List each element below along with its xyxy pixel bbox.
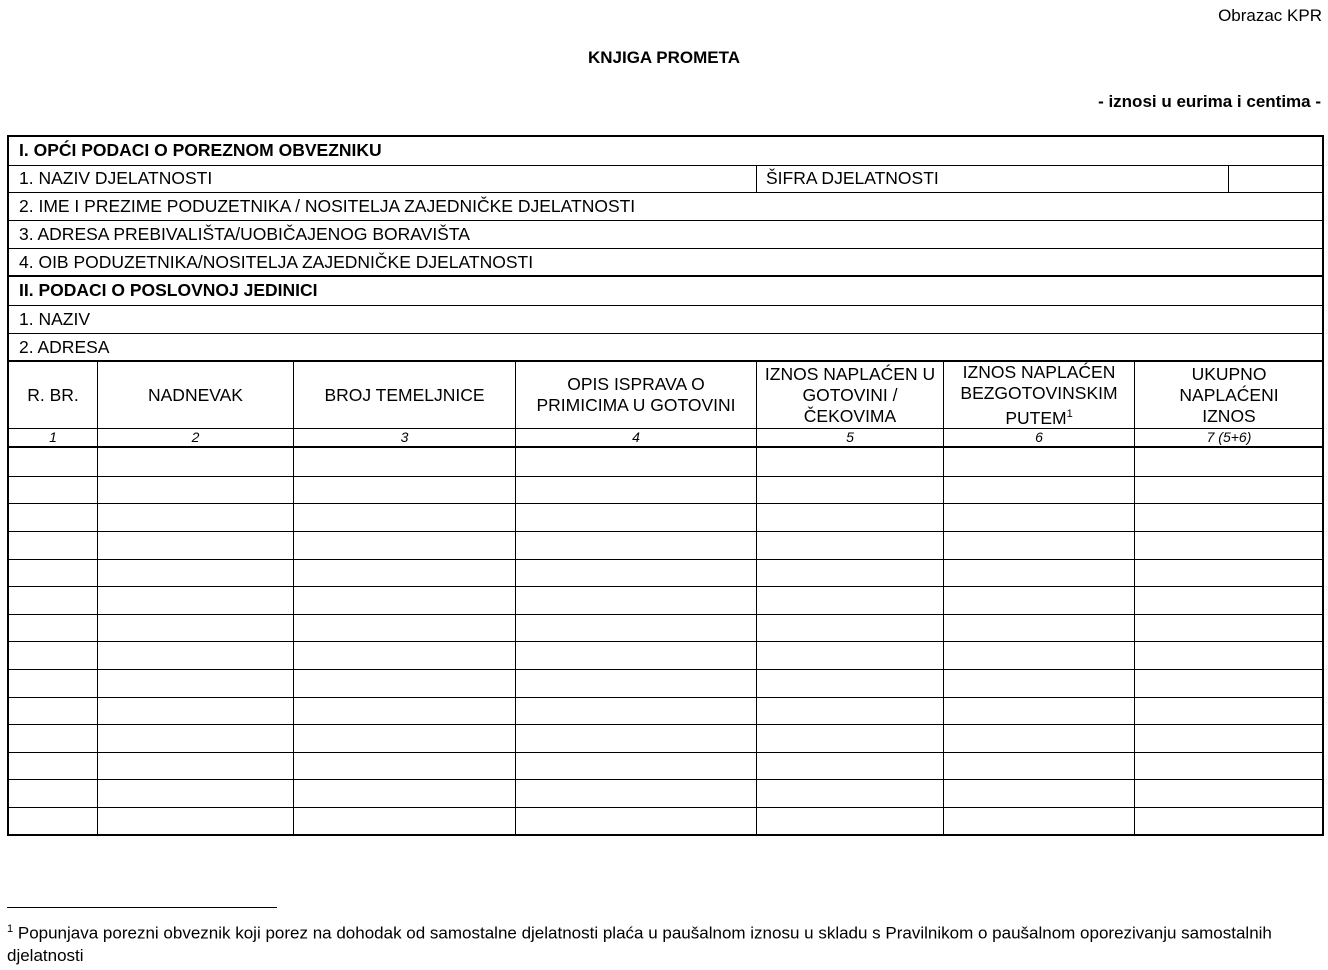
form-code: Obrazac KPR [1218,6,1322,25]
column-divider [97,362,98,834]
adresa-jedinice-label: 2. ADRESA [9,334,1322,362]
header-nadnevak: NADNEVAK [148,384,243,405]
column-divider [1134,362,1135,834]
column-divider [293,362,294,834]
table-row[interactable] [9,779,1322,780]
column-divider [515,362,516,834]
header-broj-temeljnice: BROJ TEMELJNICE [324,384,485,405]
table-row[interactable] [9,807,1322,808]
column-divider [943,362,944,834]
column-number: 5 [846,429,854,445]
table-row[interactable] [9,697,1322,698]
table-row[interactable] [9,503,1322,504]
section-1-title: I. OPĆI PODACI O POREZNOM OBVEZNIKU [9,137,1322,166]
header-iznos-bezgotovinski [944,362,1134,428]
table-row[interactable] [9,641,1322,642]
table-row[interactable] [9,614,1322,615]
header-opis-isprava: OPIS ISPRAVA O PRIMICIMA U GOTOVINI [536,374,736,415]
header-iznos-gotovina: IZNOS NAPLAĆEN U GOTOVINI / ČEKOVIMA [764,363,936,426]
table-row[interactable] [9,476,1322,477]
naziv-djelatnosti-label: 1. NAZIV DJELATNOSTI [19,168,213,188]
header-divider [9,428,1322,429]
oib-label: 4. OIB PODUZETNIKA/NOSITELJA ZAJEDNIČKE DJELATNOSTI [9,249,1322,277]
header-iznos-bezgotovinski-text: IZNOS NAPLAĆEN BEZGOTOVINSKIM PUTEM$^1$ [960,361,1118,428]
divider [756,165,757,192]
footnote [7,918,1317,967]
form-table [7,135,1324,836]
table-row[interactable] [9,752,1322,753]
table-row[interactable] [9,724,1322,725]
column-number: 6 [1035,429,1043,445]
table-row[interactable] [9,531,1322,532]
footnote-marker: 1 [7,923,14,935]
header-ukupno: UKUPNO NAPLAĆENI IZNOS [1179,363,1279,426]
column-divider [756,362,757,834]
footnote-ref: 1 [1066,407,1073,420]
column-number: 7 (5+6) [1206,429,1252,445]
table-row[interactable] [9,586,1322,587]
ime-prezime-label: 2. IME I PREZIME PODUZETNIKA / NOSITELJA ZAJEDNIČKE DJELATNOSTI [9,193,1322,221]
adresa-prebivalista-label: 3. ADRESA PREBIVALIŠTA/UOBIČAJENOG BORAVIŠTA [9,221,1322,249]
sifra-djelatnosti-label: ŠIFRA DJELATNOSTI [766,168,939,188]
naziv-jedinice-label: 1. NAZIV [9,306,1322,334]
section-2-title: II. PODACI O POSLOVNOJ JEDINICI [9,277,1322,306]
column-number: 4 [632,429,640,445]
page-title: KNJIGA PROMETA [587,48,741,67]
row-naziv-djelatnosti [9,165,1322,193]
footnote-rule [7,907,277,908]
table-row[interactable] [9,669,1322,670]
units-note: - iznosi u eurima i centima - [1098,92,1321,111]
column-number: 3 [400,429,409,445]
header-r-br: R. BR. [27,384,79,405]
column-number: 1 [49,429,57,445]
header-divider-thick [9,446,1322,448]
footnote-text: Popunjava porezni obveznik koji porez na dohodak od samostalne djelatnosti plaća u paušalnom iznosu u skladu s Pravilnikom o paušalnom oporezivanju samostalnih djelatnosti [7,923,1272,965]
column-number: 2 [191,429,200,445]
table-row[interactable] [9,559,1322,560]
sifra-djelatnosti-field[interactable] [1229,165,1324,191]
